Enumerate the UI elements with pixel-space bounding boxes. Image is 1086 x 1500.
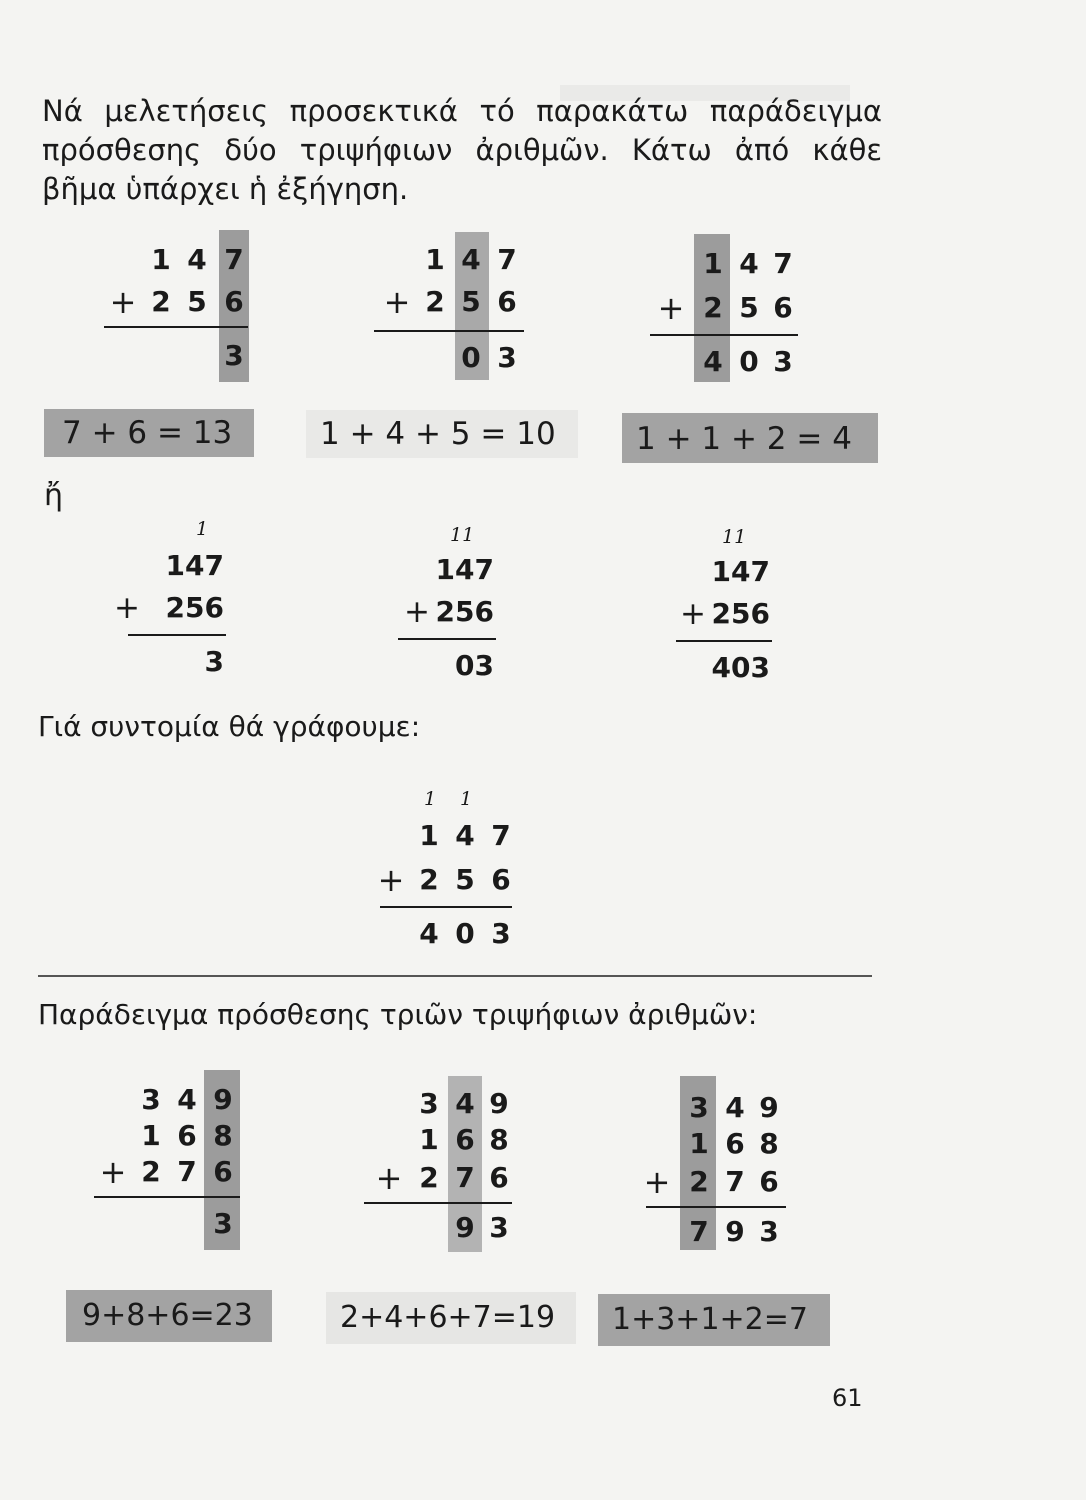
digit: 1	[151, 243, 171, 276]
equation: 1+3+1+2=7	[612, 1302, 808, 1337]
digit: 7	[224, 243, 244, 276]
digit: 2	[419, 863, 439, 896]
addend: 256	[435, 595, 494, 628]
sum-rule	[128, 634, 226, 636]
digit: 3	[497, 341, 517, 374]
digit: 6	[491, 863, 511, 896]
digit: 9	[213, 1083, 233, 1116]
digit: 7	[491, 819, 511, 852]
digit: 4	[455, 1087, 475, 1120]
plus-sign: +	[109, 283, 137, 321]
section-divider	[38, 975, 872, 977]
plus-sign: +	[643, 1163, 671, 1201]
sum-rule	[374, 330, 524, 332]
intro-paragraph: Νά μελετήσεις προσεκτικά τό παρακάτω παράδειγμα πρόσθεσης δύο τριψήφιων ἀριθμῶν. Κάτω ἀπό κάθε βῆμα ὑπάρχει ἡ ἐξήγηση.	[42, 94, 882, 206]
carry-mark: 11	[722, 526, 747, 548]
digit: 6	[455, 1123, 475, 1156]
digit: 5	[455, 863, 475, 896]
digit: 9	[759, 1091, 779, 1124]
equation: 2+4+6+7=19	[340, 1300, 556, 1335]
digit: 2	[151, 285, 171, 318]
digit: 1	[425, 243, 445, 276]
digit: 3	[224, 339, 244, 372]
digit: 6	[213, 1155, 233, 1188]
digit: 6	[497, 285, 517, 318]
digit: 0	[739, 345, 759, 378]
sum-rule	[398, 638, 496, 640]
digit: 6	[725, 1127, 745, 1160]
sum: 03	[455, 649, 494, 682]
digit: 5	[187, 285, 207, 318]
digit: 2	[425, 285, 445, 318]
plus-sign: +	[375, 1159, 403, 1197]
digit: 6	[489, 1161, 509, 1194]
digit: 6	[759, 1165, 779, 1198]
addend: 147	[711, 555, 770, 588]
digit: 5	[461, 285, 481, 318]
sum-rule	[364, 1202, 512, 1204]
plus-sign: +	[377, 861, 405, 899]
digit: 3	[419, 1087, 439, 1120]
digit: 7	[689, 1215, 709, 1248]
or-label: ἤ	[44, 478, 64, 513]
digit: 2	[703, 291, 723, 324]
addend: 256	[711, 597, 770, 630]
sum-rule	[380, 906, 512, 908]
sum-rule	[104, 326, 248, 328]
page-number: 61	[832, 1384, 863, 1412]
addend: 256	[165, 591, 224, 624]
digit: 9	[455, 1211, 475, 1244]
digit: 7	[725, 1165, 745, 1198]
digit: 7	[177, 1155, 197, 1188]
digit: 8	[489, 1123, 509, 1156]
carry-mark: 1	[424, 788, 437, 810]
digit: 4	[455, 819, 475, 852]
digit: 8	[759, 1127, 779, 1160]
sum-rule	[676, 640, 772, 642]
digit: 6	[177, 1119, 197, 1152]
digit: 4	[725, 1091, 745, 1124]
digit: 1	[419, 1123, 439, 1156]
digit: 5	[739, 291, 759, 324]
plus-sign: +	[404, 594, 430, 630]
digit: 2	[141, 1155, 161, 1188]
digit: 3	[213, 1207, 233, 1240]
digit: 3	[141, 1083, 161, 1116]
equation: 1 + 4 + 5 = 10	[320, 416, 556, 452]
digit: 3	[759, 1215, 779, 1248]
digit: 6	[773, 291, 793, 324]
digit: 4	[739, 247, 759, 280]
digit: 9	[489, 1087, 509, 1120]
sum: 403	[711, 651, 770, 684]
digit: 2	[419, 1161, 439, 1194]
digit: 1	[141, 1119, 161, 1152]
digit: 3	[689, 1091, 709, 1124]
plus-sign: +	[114, 590, 140, 626]
addend: 147	[435, 553, 494, 586]
sum-rule	[646, 1206, 786, 1208]
addend: 147	[165, 549, 224, 582]
digit: 8	[213, 1119, 233, 1152]
equation: 1 + 1 + 2 = 4	[636, 421, 852, 457]
carry-mark: 1	[196, 518, 209, 540]
plus-sign: +	[680, 596, 706, 632]
equation: 9+8+6=23	[82, 1298, 253, 1333]
digit: 3	[773, 345, 793, 378]
digit: 3	[491, 917, 511, 950]
digit: 4	[177, 1083, 197, 1116]
three-title: Παράδειγμα πρόσθεσης τριῶν τριψήφιων ἀριθμῶν:	[38, 998, 758, 1031]
plus-sign: +	[657, 289, 685, 327]
digit: 1	[689, 1127, 709, 1160]
sum-rule	[650, 334, 798, 336]
digit: 0	[461, 341, 481, 374]
digit: 7	[455, 1161, 475, 1194]
digit: 7	[497, 243, 517, 276]
digit: 1	[419, 819, 439, 852]
equation: 7 + 6 = 13	[62, 415, 233, 451]
sum-rule	[94, 1196, 240, 1198]
digit: 9	[725, 1215, 745, 1248]
digit: 4	[187, 243, 207, 276]
plus-sign: +	[383, 283, 411, 321]
digit: 2	[689, 1165, 709, 1198]
digit: 3	[489, 1211, 509, 1244]
brief-label: Γιά συντομία θά γράφουμε:	[38, 710, 421, 743]
digit: 4	[461, 243, 481, 276]
carry-mark: 1	[460, 788, 473, 810]
digit: 1	[703, 247, 723, 280]
carry-mark: 11	[450, 524, 475, 546]
digit: 4	[703, 345, 723, 378]
digit: 0	[455, 917, 475, 950]
digit: 7	[773, 247, 793, 280]
plus-sign: +	[99, 1153, 127, 1191]
digit: 4	[419, 917, 439, 950]
sum: 3	[204, 645, 224, 678]
digit: 6	[224, 285, 244, 318]
